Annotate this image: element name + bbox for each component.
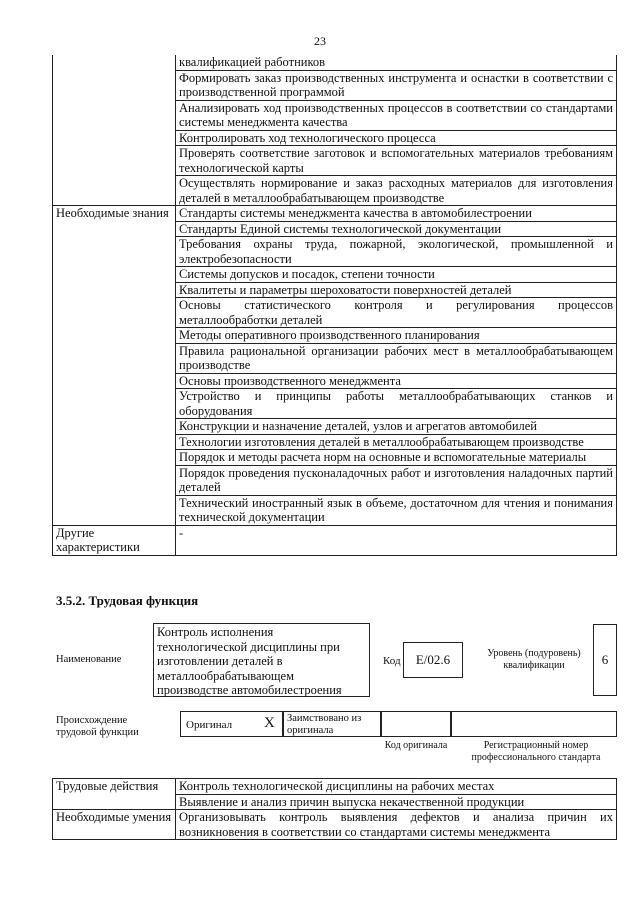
row-item: Основы статистического контроля и регулирования процессов металлообработки деталей (176, 298, 617, 328)
code-box (403, 642, 463, 678)
function-name-box (153, 623, 370, 697)
row-label: Трудовые действия (53, 779, 176, 810)
original-label: Оригинал (186, 719, 233, 731)
table-row (53, 206, 617, 222)
row-item: Методы оперативного производственного планирования (176, 328, 617, 344)
row-item: Контроль технологической дисциплины на рабочих местах (176, 779, 617, 795)
row-label: Необходимые умения (53, 810, 176, 840)
row-item: Проверять соответствие заготовок и вспомогательных материалов требованиям технологической карты (176, 146, 617, 176)
reg-number-box (451, 711, 617, 737)
row-label: Другие характеристики (53, 525, 176, 555)
code-label: Код (383, 655, 401, 667)
table-row (53, 779, 617, 795)
labor-actions-table (52, 778, 617, 840)
page-number: 23 (314, 34, 326, 48)
code-original-caption: Код оригинала (384, 740, 448, 751)
row-item: Контролировать ход технологического процесса (176, 130, 617, 146)
row-item: Системы допусков и посадок, степени точности (176, 267, 617, 283)
level-label: Уровень (подуровень) квалификации (487, 648, 581, 671)
row-item: - (176, 525, 617, 555)
row-item: Устройство и принципы работы металлообрабатывающих станков и оборудования (176, 389, 617, 419)
origin-label: Происхождение трудовой функции (56, 715, 139, 738)
name-label: Наименование (56, 654, 122, 665)
row-label (53, 55, 176, 206)
row-item: Порядок проведения пусконаладочных работ и изготовления наладочных партий деталей (176, 465, 617, 495)
row-label: Необходимые знания (53, 206, 176, 526)
row-item: Организовывать контроль выявления дефектов и анализа причин их возникновения в соответствии со стандартами системы менеджмента (176, 810, 617, 840)
table-row (53, 55, 617, 70)
row-item: Формировать заказ производственных инструмента и оснастки в соответствии с производственной программой (176, 70, 617, 100)
row-item: Конструкции и назначение деталей, узлов и агрегатов автомобилей (176, 419, 617, 435)
row-item: Квалитеты и параметры шероховатости поверхностей деталей (176, 282, 617, 298)
row-item: квалификацией работников (176, 55, 617, 70)
borrowed-label: Заимствовано из оригинала (287, 713, 362, 736)
original-box (180, 711, 283, 737)
reg-number-caption: Регистрационный номер профессионального стандарта (471, 740, 601, 763)
requirements-table (52, 55, 617, 556)
row-item: Технологии изготовления деталей в металлообрабатывающем производстве (176, 434, 617, 450)
code-original-box (381, 711, 451, 737)
function-name-value: Контроль исполнения технологической дисциплины при изготовлении деталей в металлообрабатывающем производстве автомобилестроения (157, 625, 342, 697)
row-item: Стандарты Единой системы технологической документации (176, 221, 617, 237)
code-value: E/02.6 (415, 652, 451, 667)
table-row (53, 810, 617, 840)
row-item: Правила рациональной организации рабочих мест в металлообрабатывающем производстве (176, 343, 617, 373)
section-title: 3.5.2. Трудовая функция (56, 593, 199, 608)
row-item: Порядок и методы расчета норм на основные и вспомогательные материалы (176, 450, 617, 466)
borrowed-box (283, 711, 381, 737)
row-item: Стандарты системы менеджмента качества в автомобилестроении (176, 206, 617, 222)
row-item: Анализировать ход производственных процессов в соответствии со стандартами системы менеджмента качества (176, 100, 617, 130)
original-mark: X (264, 715, 275, 731)
row-item: Выявление и анализ причин выпуска некачественной продукции (176, 794, 617, 810)
row-item: Требования охраны труда, пожарной, экологической, промышленной и электробезопасности (176, 237, 617, 267)
row-item: Основы производственного менеджмента (176, 373, 617, 389)
level-value: 6 (601, 652, 609, 667)
level-box (593, 624, 617, 696)
row-item: Технический иностранный язык в объеме, достаточном для чтения и понимания технической документации (176, 495, 617, 525)
table-row (53, 525, 617, 555)
row-item: Осуществлять нормирование и заказ расходных материалов для изготовления деталей в металлообрабатывающем производстве (176, 176, 617, 206)
